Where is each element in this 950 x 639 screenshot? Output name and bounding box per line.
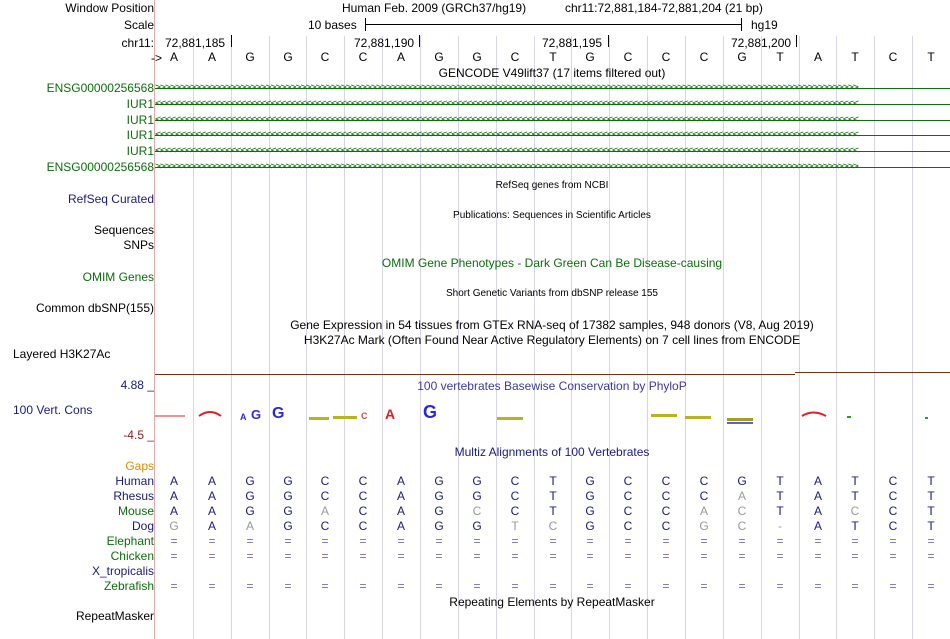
- alignment-base: C: [358, 504, 368, 518]
- alignment-base: C: [737, 504, 747, 518]
- alignment-base: A: [207, 519, 216, 533]
- alignment-base: G: [434, 504, 444, 518]
- reference-base: C: [888, 50, 898, 64]
- reverse-strand-arrows: <<<<<<<<<<<<<<<<<<<<<<<<<<<<<<<<<<<<<<<<<<<<<<<<<<<<<<<<<<<<<<<<<<<<<<<<<<<<<<<<<<<<<<<<<<<<<<<<<<<<<<<<<<<<<<<<<<<<<<<<<<<<<<<<<<<<<<<<<<<<: [155, 98, 858, 109]
- forward-strand-arrows: >>>>>>>>>>>>>>>>>>>>>>>>>>>>>>>>>>>>>>>>>>>>>>>>>>>>>>>>>>>>>>>>>>>>>>>>>>>>>>>>>>>>>>>>>>>>>>>>>>>>>>>>>>>>>>>>>>>>>>>>>>>>>>>>>>>>>>>>>>>>: [155, 161, 858, 172]
- phylop-logo-letter: A: [385, 406, 396, 422]
- alignment-base: G: [245, 504, 255, 518]
- alignment-base: =: [624, 579, 632, 593]
- alignment-base: =: [284, 579, 292, 593]
- alignment-base: C: [623, 474, 633, 488]
- alignment-base: A: [813, 489, 822, 503]
- alignment-base: =: [397, 549, 405, 563]
- multiz-track-title: Multiz Alignments of 100 Vertebrates: [454, 445, 650, 459]
- alignment-base: C: [623, 504, 633, 518]
- alignment-base: G: [283, 519, 293, 533]
- alignment-base: G: [585, 519, 595, 533]
- reference-base: C: [320, 50, 330, 64]
- alignment-base: C: [320, 489, 330, 503]
- alignment-base: =: [511, 579, 519, 593]
- assembly-title: Human Feb. 2009 (GRCh37/hg19): [342, 1, 527, 15]
- alignment-base: =: [776, 579, 784, 593]
- alignment-base: =: [246, 549, 254, 563]
- alignment-base: C: [699, 474, 709, 488]
- coordinate-tick-mark: [231, 35, 232, 47]
- alignment-base: A: [169, 489, 178, 503]
- alignment-base: T: [549, 489, 557, 503]
- gtex-track-title: Gene Expression in 54 tissues from GTEx RNA-seq of 17382 samples, 948 donors (V8, Aug 2019): [290, 318, 814, 332]
- alignment-base: =: [927, 534, 935, 548]
- alignment-base: T: [927, 519, 935, 533]
- gencode-gene-label[interactable]: IUR1: [126, 97, 154, 111]
- alignment-base: T: [776, 504, 784, 518]
- reference-base: T: [851, 50, 859, 64]
- dbsnp-track-title: Short Genetic Variants from dbSNP release 155: [446, 288, 658, 299]
- reverse-strand-arrows: <<<<<<<<<<<<<<<<<<<<<<<<<<<<<<<<<<<<<<<<<<<<<<<<<<<<<<<<<<<<<<<<<<<<<<<<<<<<<<<<<<<<<<<<<<<<<<<<<<<<<<<<<<<<<<<<<<<<<<<<<<<<<<<<<<<<<<<<<<<<: [155, 114, 858, 125]
- alignment-base: G: [585, 474, 595, 488]
- phylop-logo-mark: [497, 417, 523, 420]
- alignment-base: A: [245, 519, 254, 533]
- reference-base: G: [585, 50, 595, 64]
- alignment-base: A: [207, 474, 216, 488]
- alignment-base: =: [246, 534, 254, 548]
- phylop-logo-mark: [333, 416, 357, 419]
- alignment-base: G: [472, 489, 482, 503]
- gencode-gene-feature[interactable]: [155, 144, 950, 158]
- species-label: X_tropicalis: [91, 564, 154, 578]
- alignment-base: =: [397, 579, 405, 593]
- alignment-base: A: [320, 504, 329, 518]
- alignment-base: =: [359, 549, 367, 563]
- alignment-base: =: [889, 549, 897, 563]
- reference-base: A: [207, 50, 216, 64]
- phylop-logo-mark: [925, 417, 928, 419]
- alignment-base: =: [662, 534, 670, 548]
- alignment-base: G: [585, 504, 595, 518]
- alignment-base: T: [851, 489, 859, 503]
- phylop-logo-mark: [727, 418, 753, 421]
- alignment-base: =: [586, 534, 594, 548]
- alignment-base: =: [170, 534, 178, 548]
- h3k27ac-track-label[interactable]: Layered H3K27Ac: [13, 347, 111, 361]
- alignment-base: =: [927, 579, 935, 593]
- alignment-base: A: [169, 474, 178, 488]
- alignment-base: G: [585, 489, 595, 503]
- gencode-gene-feature[interactable]: [155, 128, 950, 142]
- alignment-base: C: [888, 489, 898, 503]
- alignment-base: =: [549, 549, 557, 563]
- alignment-base: -: [778, 519, 782, 533]
- alignment-base: =: [321, 534, 329, 548]
- forward-strand-arrows: >>>>>>>>>>>>>>>>>>>>>>>>>>>>>>>>>>>>>>>>>>>>>>>>>>>>>>>>>>>>>>>>>>>>>>>>>>>>>>>>>>>>>>>>>>>>>>>>>>>>>>>>>>>>>>>>>>>>>>>>>>>>>>>>>>>>>>>>>>>>: [155, 82, 858, 93]
- alignment-base: =: [889, 534, 897, 548]
- alignment-base: C: [358, 489, 368, 503]
- alignment-base: C: [510, 489, 520, 503]
- alignment-base: G: [283, 474, 293, 488]
- species-label: Zebrafish: [103, 579, 154, 593]
- repeatmasker-track-title: Repeating Elements by RepeatMasker: [449, 595, 655, 609]
- alignment-base: G: [283, 504, 293, 518]
- dbsnp-track-label[interactable]: Common dbSNP(155): [35, 301, 154, 315]
- alignment-base: =: [170, 549, 178, 563]
- gencode-gene-feature[interactable]: [155, 160, 950, 174]
- reference-base: T: [776, 50, 784, 64]
- alignment-base: C: [320, 474, 330, 488]
- alignment-base: =: [927, 549, 935, 563]
- alignment-base: G: [245, 489, 255, 503]
- alignment-base: =: [170, 579, 178, 593]
- species-label: Rhesus: [113, 489, 154, 503]
- coordinate-tick: 72,881,200: [731, 36, 792, 50]
- gencode-gene-label[interactable]: ENSG00000256568: [46, 81, 154, 95]
- coordinate-tick-mark: [419, 35, 420, 47]
- alignment-base: G: [699, 519, 709, 533]
- species-label: Human: [115, 474, 154, 488]
- gaps-label: Gaps: [125, 459, 154, 473]
- coordinate-tick: 72,881,185: [165, 36, 226, 50]
- alignment-base: =: [549, 579, 557, 593]
- publications-track-title: Publications: Sequences in Scientific Articles: [453, 210, 651, 221]
- alignment-base: C: [737, 519, 747, 533]
- reference-base: C: [623, 50, 633, 64]
- alignment-base: C: [661, 504, 671, 518]
- alignment-base: =: [662, 549, 670, 563]
- alignment-base: =: [208, 549, 216, 563]
- coordinate-tick: 72,881,195: [542, 36, 603, 50]
- alignment-base: T: [927, 504, 935, 518]
- position-title: chr11:72,881,184-72,881,204 (21 bp): [565, 1, 763, 15]
- alignment-base: G: [169, 519, 179, 533]
- alignment-base: C: [623, 489, 633, 503]
- alignment-base: T: [549, 504, 557, 518]
- alignment-base: A: [207, 504, 216, 518]
- alignment-base: C: [850, 504, 860, 518]
- alignment-base: G: [434, 489, 444, 503]
- conservation-track-label[interactable]: 100 Vert. Cons: [13, 403, 93, 417]
- alignment-base: =: [473, 579, 481, 593]
- alignment-base: =: [284, 549, 292, 563]
- phylop-logo-mark: [651, 414, 677, 417]
- alignment-base: G: [245, 474, 255, 488]
- alignment-base: A: [813, 474, 822, 488]
- alignment-base: =: [738, 579, 746, 593]
- alignment-base: T: [776, 474, 784, 488]
- alignment-base: =: [624, 549, 632, 563]
- alignment-base: =: [738, 549, 746, 563]
- alignment-base: A: [813, 519, 822, 533]
- phylop-logo-letter: G: [272, 405, 285, 422]
- alignment-base: T: [927, 489, 935, 503]
- reference-base: C: [358, 50, 368, 64]
- alignment-base: T: [776, 489, 784, 503]
- coordinate-tick: 72,881,190: [354, 36, 415, 50]
- species-label: Mouse: [117, 504, 154, 518]
- strand-arrow: ->: [151, 51, 163, 65]
- alignment-base: C: [699, 489, 709, 503]
- alignment-base: C: [888, 504, 898, 518]
- alignment-base: =: [359, 579, 367, 593]
- alignment-base: =: [700, 579, 708, 593]
- conservation-min-label: -4.5 _: [123, 428, 154, 442]
- gencode-gene-label[interactable]: IUR1: [126, 144, 154, 158]
- gencode-gene-label[interactable]: IUR1: [126, 113, 154, 127]
- h3k27ac-track-title: H3K27Ac Mark (Often Found Near Active Regulatory Elements) on 7 cell lines from ENCODE: [303, 333, 801, 347]
- alignment-base: =: [321, 579, 329, 593]
- alignment-base: =: [851, 534, 859, 548]
- scale-bar: [365, 24, 742, 25]
- alignment-base: A: [396, 489, 405, 503]
- alignment-base: C: [320, 519, 330, 533]
- alignment-base: =: [700, 534, 708, 548]
- alignment-base: =: [511, 534, 519, 548]
- alignment-base: =: [776, 549, 784, 563]
- coordinate-tick-mark: [608, 35, 609, 47]
- alignment-base: T: [549, 474, 557, 488]
- reference-base: C: [699, 50, 709, 64]
- alignment-base: T: [511, 519, 519, 533]
- conservation-max-label: 4.88 _: [120, 378, 154, 392]
- alignment-base: =: [208, 534, 216, 548]
- gencode-gene-feature[interactable]: [155, 97, 950, 111]
- alignment-base: C: [510, 504, 520, 518]
- reference-base: G: [737, 50, 747, 64]
- alignment-base: =: [397, 534, 405, 548]
- alignment-base: G: [472, 474, 482, 488]
- h3k27ac-signal-line-right: [795, 372, 950, 373]
- scale-label: Scale: [123, 18, 154, 32]
- alignment-base: =: [776, 534, 784, 548]
- alignment-base: C: [548, 519, 558, 533]
- gencode-gene-label[interactable]: ENSG00000256568: [46, 160, 154, 174]
- phylop-logo-mark: [685, 416, 711, 419]
- alignment-base: =: [814, 579, 822, 593]
- scale-bases-label: 10 bases: [308, 18, 357, 32]
- reference-bases-row: [155, 50, 950, 64]
- phylop-logo-letter: A: [240, 412, 247, 422]
- chr-label: chr11:: [121, 36, 154, 50]
- alignment-base: C: [472, 504, 482, 518]
- alignment-base: A: [813, 504, 822, 518]
- phylop-logo-mark: [802, 413, 826, 417]
- scale-bar-left-tick: [365, 18, 366, 31]
- phylop-logo-mark: [847, 416, 851, 418]
- alignment-base: G: [283, 489, 293, 503]
- reference-base: G: [472, 50, 482, 64]
- window-position-label: Window Position: [65, 1, 154, 15]
- snps-track-label[interactable]: SNPs: [123, 238, 154, 252]
- alignment-base: =: [586, 579, 594, 593]
- alignment-base: G: [434, 474, 444, 488]
- alignment-base: A: [169, 504, 178, 518]
- omim-track-label[interactable]: OMIM Genes: [82, 270, 154, 284]
- reference-base: G: [283, 50, 293, 64]
- coordinate-tick-mark: [796, 35, 797, 47]
- track-display[interactable]: [151, 0, 950, 639]
- reference-base: C: [661, 50, 671, 64]
- alignment-base: C: [510, 474, 520, 488]
- alignment-base: G: [434, 519, 444, 533]
- alignment-base: =: [246, 579, 254, 593]
- alignment-base: =: [851, 549, 859, 563]
- repeatmasker-track-label[interactable]: RepeatMasker: [75, 609, 154, 623]
- reference-base: T: [927, 50, 935, 64]
- phylop-logo-mark: [199, 412, 221, 416]
- refseq-track-label[interactable]: RefSeq Curated: [67, 192, 154, 206]
- species-label: Elephant: [106, 534, 154, 548]
- reference-base: A: [813, 50, 822, 64]
- alignment-base: =: [851, 579, 859, 593]
- gencode-gene-feature[interactable]: [155, 113, 950, 127]
- alignment-base: =: [435, 549, 443, 563]
- sequences-track-label[interactable]: Sequences: [93, 223, 154, 237]
- phylop-conservation-graph: [155, 398, 950, 430]
- alignment-base: C: [888, 519, 898, 533]
- reference-base: G: [245, 50, 255, 64]
- alignment-base: A: [737, 489, 746, 503]
- scale-db-label: hg19: [751, 18, 778, 32]
- scale-bar-right-tick: [741, 18, 742, 31]
- phylop-logo-mark: [309, 417, 329, 420]
- alignment-base: C: [661, 474, 671, 488]
- alignment-base: =: [284, 534, 292, 548]
- alignment-base: A: [396, 504, 405, 518]
- h3k27ac-signal-line: [155, 374, 795, 375]
- omim-track-title: OMIM Gene Phenotypes - Dark Green Can Be Disease-causing: [381, 256, 723, 270]
- alignment-base: =: [321, 549, 329, 563]
- alignment-base: =: [814, 549, 822, 563]
- phylop-track-title: 100 vertebrates Basewise Conservation by PhyloP: [417, 379, 687, 393]
- gencode-gene-label[interactable]: IUR1: [126, 128, 154, 142]
- alignment-base: C: [358, 474, 368, 488]
- gencode-track-title: GENCODE V49lift37 (17 items filtered out): [438, 66, 666, 80]
- gencode-gene-feature[interactable]: [155, 81, 950, 95]
- alignment-base: C: [358, 519, 368, 533]
- alignment-base: A: [699, 504, 708, 518]
- alignment-base: C: [661, 519, 671, 533]
- alignment-base: T: [851, 474, 859, 488]
- alignment-base: =: [662, 579, 670, 593]
- alignment-base: =: [549, 534, 557, 548]
- alignment-base: =: [889, 579, 897, 593]
- alignment-base: =: [359, 534, 367, 548]
- alignment-base: =: [814, 534, 822, 548]
- track-labels-panel: [0, 0, 154, 639]
- phylop-logo-mark: [727, 422, 753, 424]
- species-label: Chicken: [110, 549, 154, 563]
- phylop-logo-letter: G: [251, 407, 262, 422]
- alignment-base: =: [700, 549, 708, 563]
- alignment-base: A: [396, 519, 405, 533]
- reference-base: A: [169, 50, 178, 64]
- alignment-base: =: [435, 534, 443, 548]
- alignment-base: =: [738, 534, 746, 548]
- alignment-base: =: [473, 534, 481, 548]
- alignment-base: C: [623, 519, 633, 533]
- alignment-base: =: [624, 534, 632, 548]
- alignment-base: C: [888, 474, 898, 488]
- alignment-base: A: [396, 474, 405, 488]
- alignment-base: G: [472, 519, 482, 533]
- alignment-base: =: [208, 579, 216, 593]
- reference-base: C: [510, 50, 520, 64]
- alignment-base: =: [511, 549, 519, 563]
- alignment-base: =: [586, 549, 594, 563]
- refseq-track-title: RefSeq genes from NCBI: [495, 180, 609, 191]
- phylop-logo-letter: G: [423, 402, 438, 422]
- alignment-base: =: [473, 549, 481, 563]
- alignment-base: =: [435, 579, 443, 593]
- alignment-base: T: [927, 474, 935, 488]
- reverse-strand-arrows: <<<<<<<<<<<<<<<<<<<<<<<<<<<<<<<<<<<<<<<<<<<<<<<<<<<<<<<<<<<<<<<<<<<<<<<<<<<<<<<<<<<<<<<<<<<<<<<<<<<<<<<<<<<<<<<<<<<<<<<<<<<<<<<<<<<<<<<<<<<<: [155, 129, 858, 140]
- species-label: Dog: [131, 519, 154, 533]
- reference-base: G: [434, 50, 444, 64]
- phylop-logo-letter: C: [361, 411, 368, 421]
- reference-base: A: [396, 50, 405, 64]
- alignment-base: A: [207, 489, 216, 503]
- alignment-base: T: [851, 519, 859, 533]
- reference-base: T: [549, 50, 557, 64]
- reverse-strand-arrows: <<<<<<<<<<<<<<<<<<<<<<<<<<<<<<<<<<<<<<<<<<<<<<<<<<<<<<<<<<<<<<<<<<<<<<<<<<<<<<<<<<<<<<<<<<<<<<<<<<<<<<<<<<<<<<<<<<<<<<<<<<<<<<<<<<<<<<<<<<<<: [155, 145, 858, 156]
- alignment-base: G: [737, 474, 747, 488]
- alignment-base: C: [661, 489, 671, 503]
